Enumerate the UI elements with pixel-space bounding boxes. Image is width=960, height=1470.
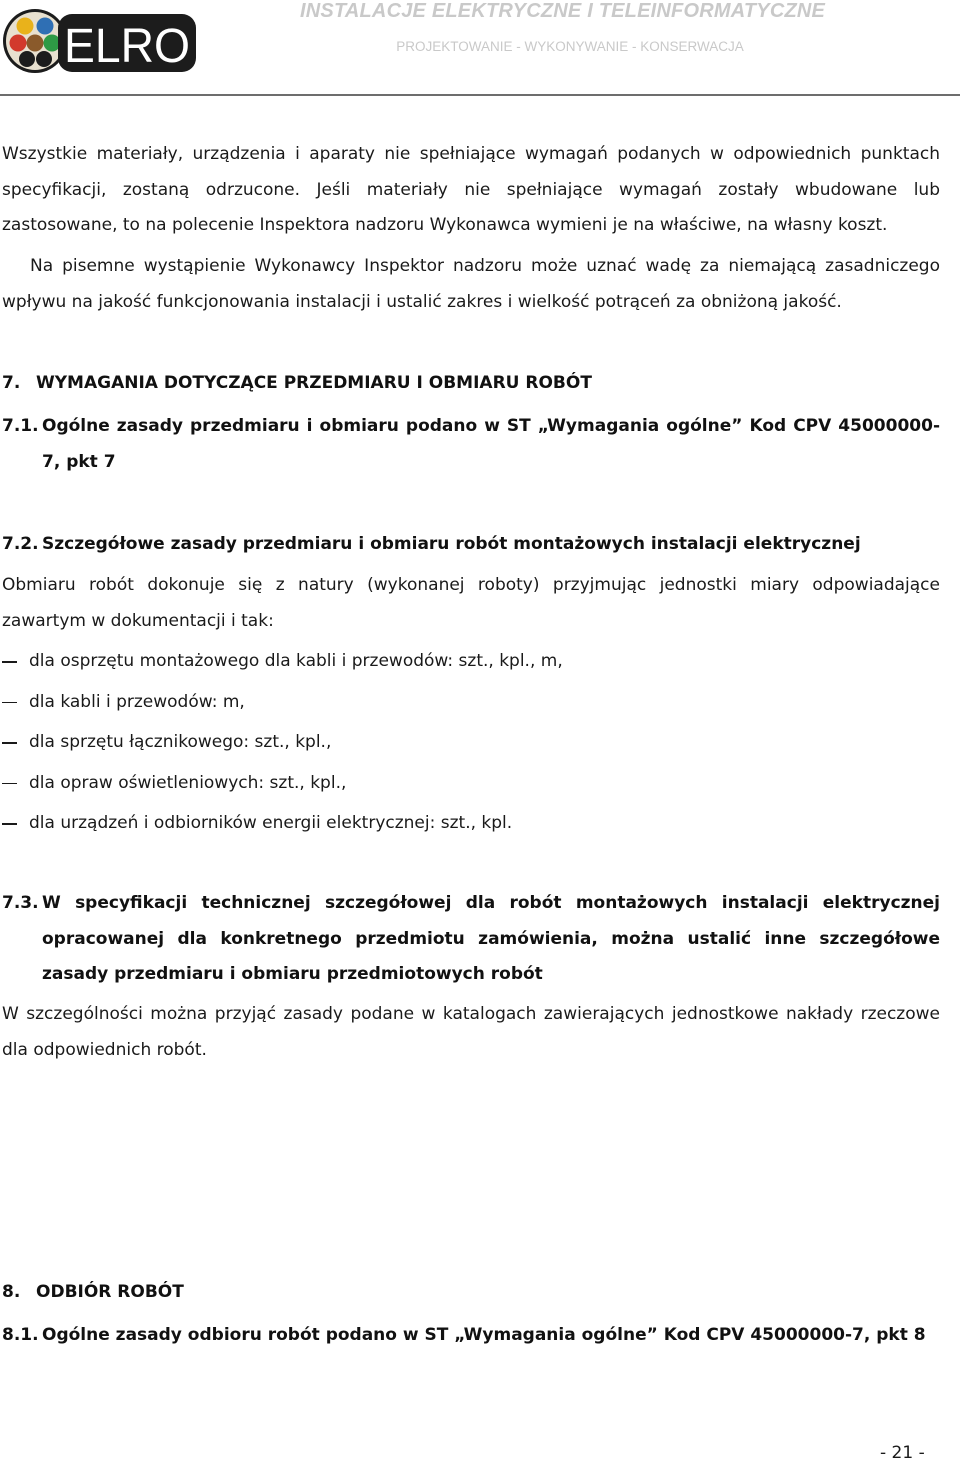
section-heading-8 [2, 1275, 940, 1311]
section-number: 7.2. [2, 534, 39, 554]
section-heading-8-1 [2, 1318, 940, 1354]
logo-text: ELRO [64, 20, 190, 73]
list-item: dla kabli i przewodów: m, [29, 691, 245, 712]
section-title: WYMAGANIA DOTYCZĄCE PRZEDMIARU I OBMIARU ROBÓT [36, 373, 592, 393]
section-number: 7. [2, 373, 21, 393]
section-title: Ogólne zasady odbioru robót podano w ST „Wymagania ogólne” Kod CPV 45000000-7, pkt 8 [42, 1325, 926, 1345]
list-item: dla urządzeń i odbiorników energii elektrycznej: szt., kpl. [29, 813, 513, 833]
paragraph-rejected-materials: Wszystkie materiały, urządzenia i aparaty nie spełniające wymagań podanych w odpowiednich punktach specyfikacji, zostaną odrzucone. Jeśli materiały nie spełniające wymagań zostały wbudowane lub zastosowane, to na polecenie Inspektora nadzoru Wykonawca wymieni je na właściwe, na własny koszt. [2, 144, 940, 235]
section-number: 7.3. [2, 893, 39, 913]
section-title: Ogólne zasady przedmiaru i obmiaru podano w ST „Wymagania ogólne” Kod CPV 45000000-7, pkt 7 [42, 416, 940, 472]
section-title: W specyfikacji technicznej szczegółowej dla robót montażowych instalacji elektrycznej opracowanej dla konkretnego przedmiotu zamówienia, można ustalić inne szczegółowe zasady przedmiaru i obmiaru przedmiotowych robót [42, 893, 940, 984]
paragraph-catalogues: W szczególności można przyjąć zasady podane w katalogach zawierających jednostkowe nakłady rzeczowe dla odpowiednich robót. [2, 1004, 940, 1060]
company-logo [2, 6, 198, 76]
units-list [2, 645, 940, 848]
section-heading-7-3 [2, 886, 940, 993]
list-item: dla opraw oświetleniowych: szt., kpl., [29, 772, 347, 793]
section-heading-7-1 [2, 409, 940, 480]
page-header [0, 0, 960, 100]
section-title: Szczegółowe zasady przedmiaru i obmiaru robót montażowych instalacji elektrycznej [42, 534, 861, 554]
section-number: 8.1. [2, 1325, 39, 1345]
list-item: dla osprzętu montażowego dla kabli i przewodów: szt., kpl., m, [29, 651, 563, 671]
header-subtitle: PROJEKTOWANIE - WYKONYWANIE - KONSERWACJA [396, 39, 744, 54]
header-divider [0, 94, 960, 96]
paragraph-defect-acceptance: Na pisemne wystąpienie Wykonawcy Inspektor nadzoru może uznać wadę za niemającą zasadniczego wpływu na jakość funkcjonowania instalacji i ustalić zakres i wielkość potrąceń za obniżoną jakość. [2, 256, 940, 312]
page-number: - 21 - [880, 1443, 925, 1463]
section-title: ODBIÓR ROBÓT [36, 1282, 184, 1302]
section-number: 7.1. [2, 416, 39, 436]
header-title: INSTALACJE ELEKTRYCZNE I TELEINFORMATYCZNE [300, 0, 826, 22]
section-heading-7 [2, 366, 940, 402]
list-item: dla sprzętu łącznikowego: szt., kpl., [29, 732, 332, 752]
paragraph-measurement-units: Obmiaru robót dokonuje się z natury (wykonanej roboty) przyjmując jednostki miary odpowiadające zawartym w dokumentacji i tak: [2, 575, 940, 631]
section-heading-7-2 [2, 527, 940, 563]
section-number: 8. [2, 1282, 21, 1302]
